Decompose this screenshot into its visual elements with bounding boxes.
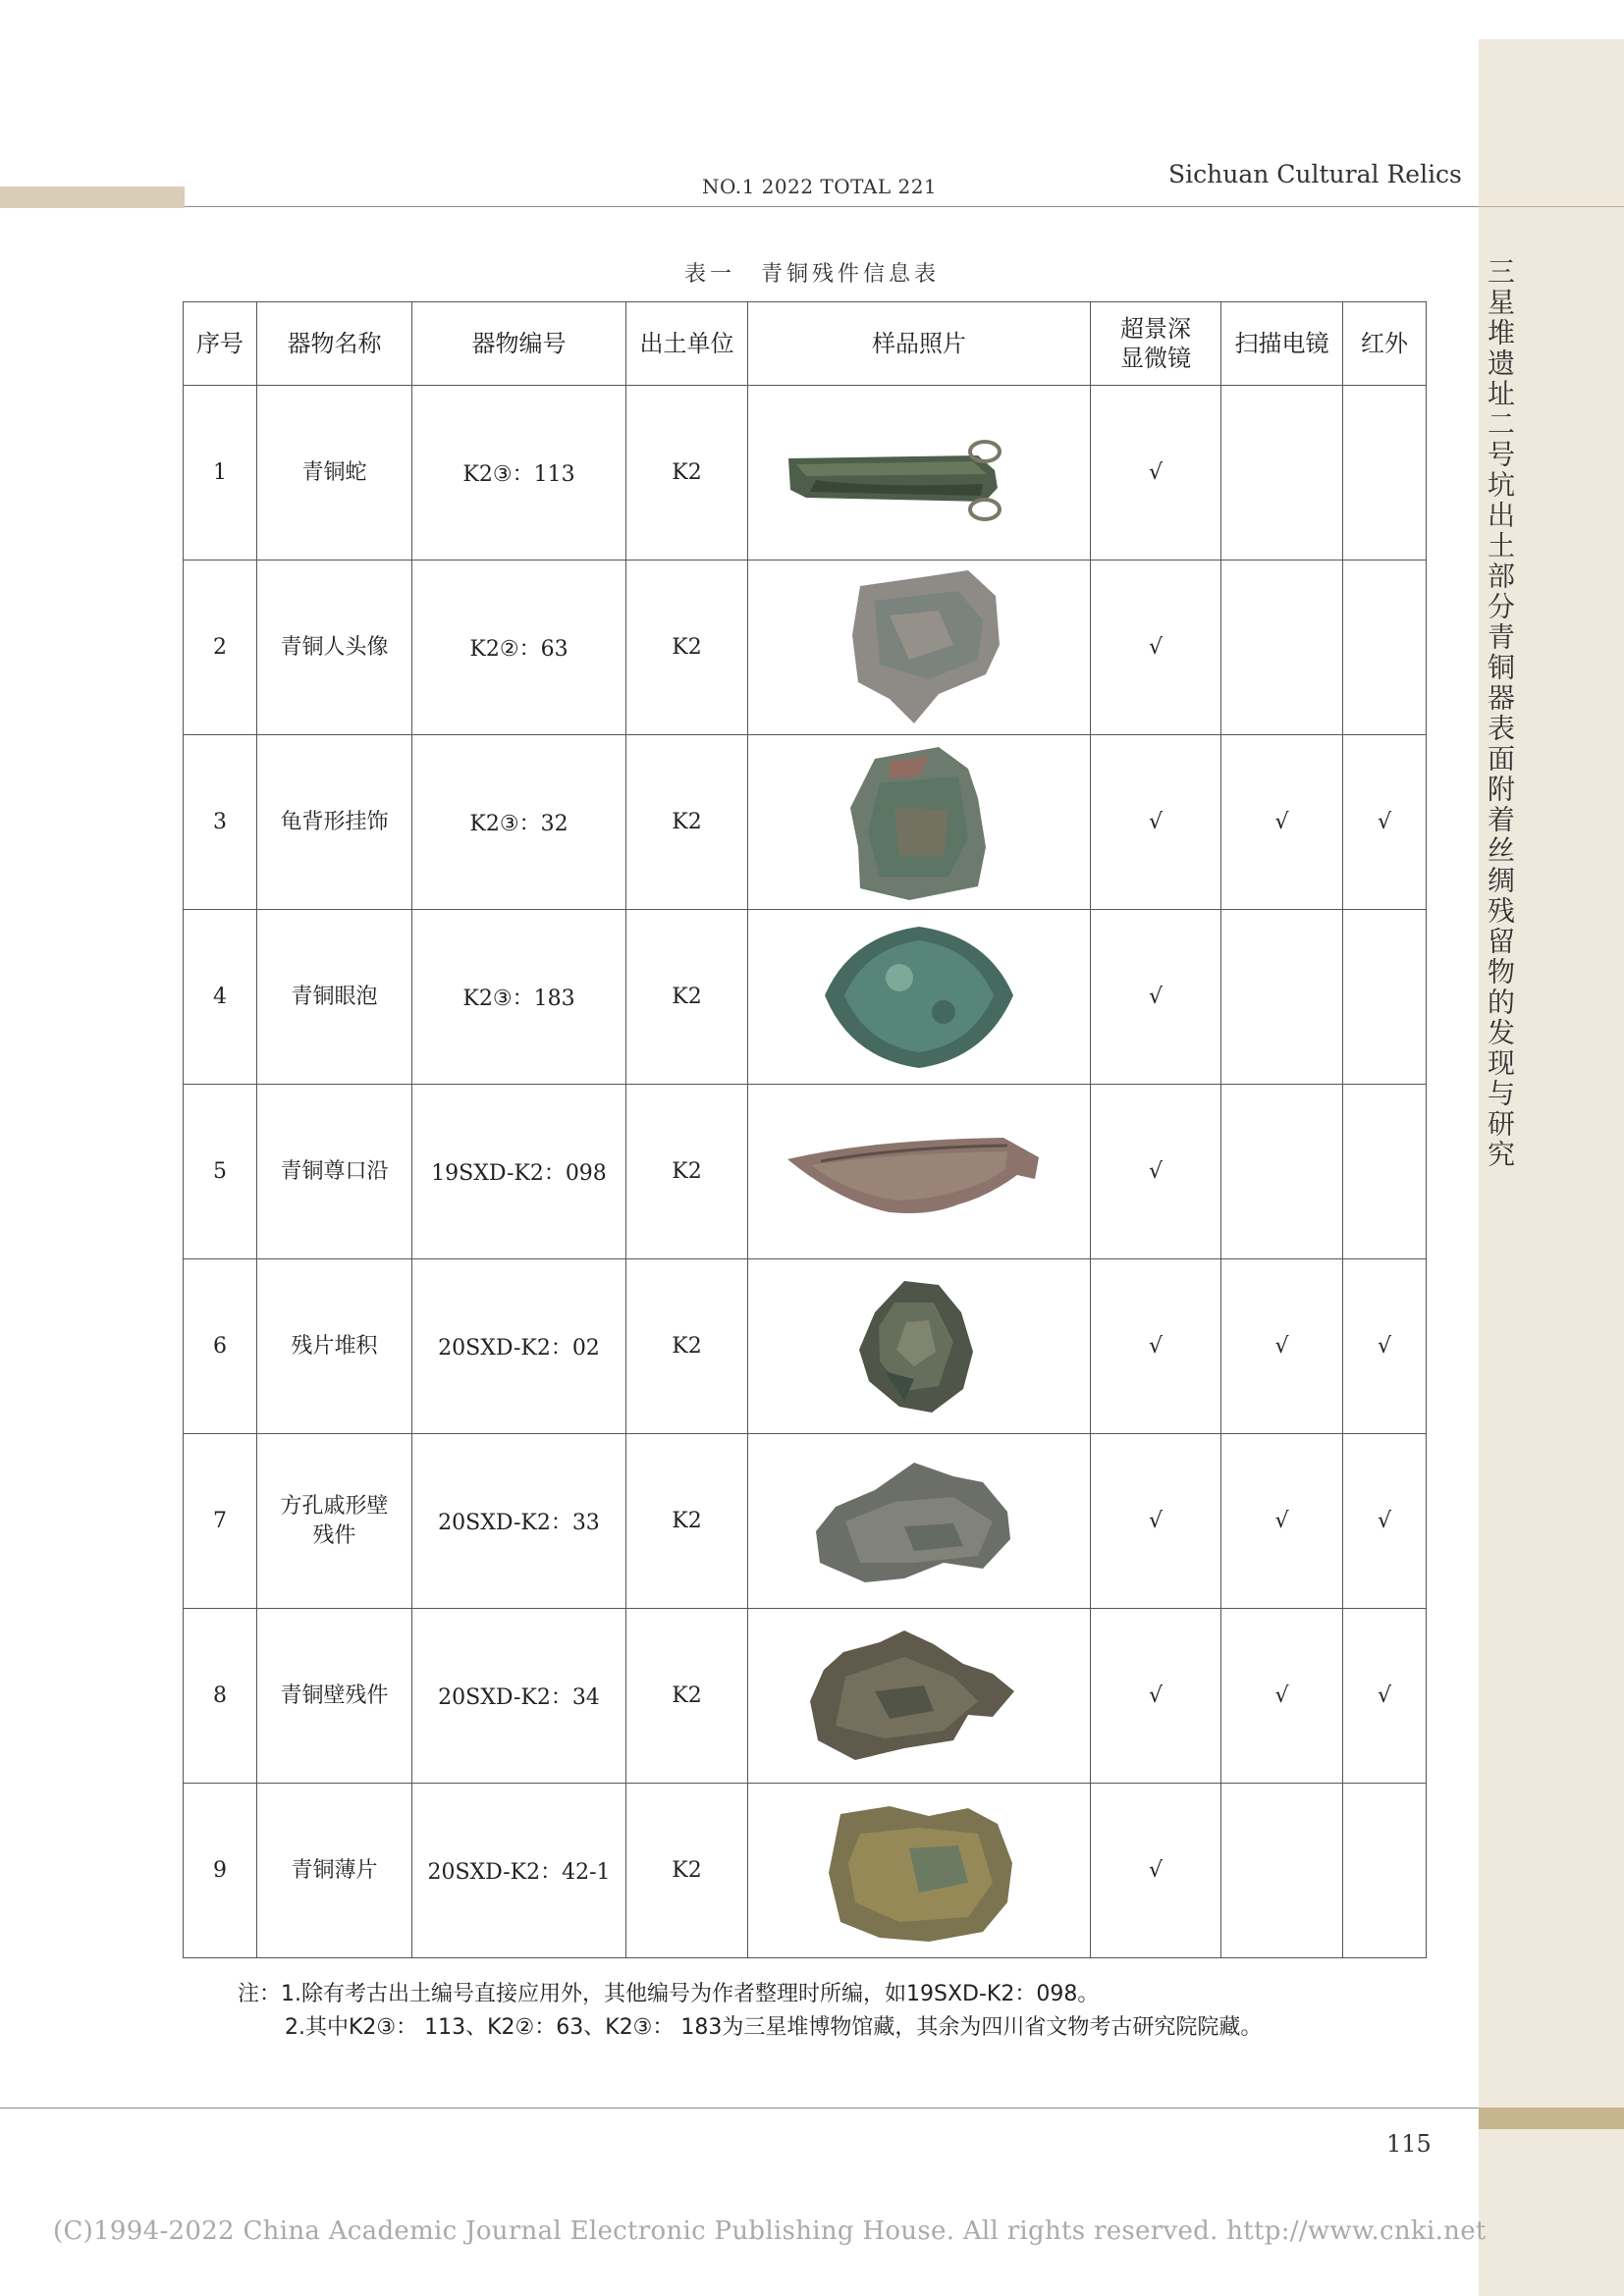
col-header-name: 器物名称 bbox=[257, 302, 412, 386]
row-sem: √ bbox=[1221, 1434, 1343, 1609]
row-ir: √ bbox=[1343, 735, 1427, 910]
row-name: 青铜蛇 bbox=[257, 386, 412, 561]
page-number: 115 bbox=[1386, 2130, 1432, 2158]
row-no: 3 bbox=[184, 735, 257, 910]
col-header-photo: 样品照片 bbox=[748, 302, 1091, 386]
row-unit: K2 bbox=[626, 1085, 748, 1259]
row-name bbox=[257, 1434, 412, 1609]
row-ir bbox=[1343, 1784, 1427, 1958]
row-photo bbox=[748, 1434, 1091, 1609]
row-name: 青铜尊口沿 bbox=[257, 1085, 412, 1259]
row-unit: K2 bbox=[626, 1784, 748, 1958]
row-ir: √ bbox=[1343, 1609, 1427, 1784]
table-row bbox=[184, 910, 1427, 1085]
article-title-vertical: 三星堆遗址二号坑出土部分青铜器表面附着丝绸残留物的发现与研究 bbox=[1484, 257, 1516, 1170]
row-unit: K2 bbox=[626, 1259, 748, 1434]
row-ir bbox=[1343, 386, 1427, 561]
row-unit: K2 bbox=[626, 1609, 748, 1784]
row-name: 青铜人头像 bbox=[257, 561, 412, 735]
row-ultra: √ bbox=[1091, 735, 1221, 910]
table-row bbox=[184, 735, 1427, 910]
col-header-unit: 出土单位 bbox=[626, 302, 748, 386]
copyright-line: (C)1994-2022 China Academic Journal Electronic Publishing House. All rights reserved. http://www.cnki.net bbox=[53, 2216, 1487, 2246]
row-no: 2 bbox=[184, 561, 257, 735]
row-unit: K2 bbox=[626, 1434, 748, 1609]
sample-photo-snake bbox=[777, 419, 1061, 527]
row-no: 6 bbox=[184, 1259, 257, 1434]
sample-photo-fragment-pile bbox=[845, 1273, 993, 1420]
row-sem: √ bbox=[1221, 1609, 1343, 1784]
row-code: K2③：32 bbox=[412, 735, 626, 910]
sample-photo-thin-sheet bbox=[811, 1794, 1027, 1947]
row-sem: √ bbox=[1221, 1259, 1343, 1434]
row-photo bbox=[748, 1085, 1091, 1259]
footer-rule bbox=[0, 2108, 1479, 2109]
table-row bbox=[184, 1784, 1427, 1958]
table-row bbox=[184, 1434, 1427, 1609]
sample-photo-zun-rim bbox=[782, 1118, 1056, 1226]
row-ultra: √ bbox=[1091, 386, 1221, 561]
row-name: 残片堆积 bbox=[257, 1259, 412, 1434]
row-name: 青铜壁残件 bbox=[257, 1609, 412, 1784]
row-photo bbox=[748, 386, 1091, 561]
sample-photo-head bbox=[821, 566, 1017, 728]
col-header-ir: 红外 bbox=[1343, 302, 1427, 386]
table-header-row bbox=[184, 302, 1427, 386]
row-name-text: 方孔戚形壁残件 bbox=[280, 1493, 389, 1548]
row-code: 20SXD-K2：33 bbox=[412, 1434, 626, 1609]
row-code: K2②：63 bbox=[412, 561, 626, 735]
sample-photo-turtle bbox=[821, 739, 1017, 906]
row-ultra: √ bbox=[1091, 561, 1221, 735]
row-photo bbox=[748, 1609, 1091, 1784]
sample-photo-square-hole-bi bbox=[806, 1453, 1032, 1590]
row-sem bbox=[1221, 561, 1343, 735]
row-code: 19SXD-K2：098 bbox=[412, 1085, 626, 1259]
row-code: 20SXD-K2：42-1 bbox=[412, 1784, 626, 1958]
row-ir: √ bbox=[1343, 1434, 1427, 1609]
row-photo bbox=[748, 1784, 1091, 1958]
row-code: 20SXD-K2：02 bbox=[412, 1259, 626, 1434]
row-ultra: √ bbox=[1091, 1434, 1221, 1609]
row-photo bbox=[748, 561, 1091, 735]
sample-photo-bi-fragment bbox=[796, 1623, 1042, 1770]
col-header-code: 器物编号 bbox=[412, 302, 626, 386]
row-ultra: √ bbox=[1091, 910, 1221, 1085]
table-notes bbox=[238, 1978, 1262, 2045]
footer-tab bbox=[1479, 2108, 1624, 2129]
row-ultra: √ bbox=[1091, 1784, 1221, 1958]
header-tab bbox=[0, 187, 185, 208]
row-code: K2③：183 bbox=[412, 910, 626, 1085]
row-sem bbox=[1221, 386, 1343, 561]
row-no: 7 bbox=[184, 1434, 257, 1609]
row-sem bbox=[1221, 1784, 1343, 1958]
row-ultra: √ bbox=[1091, 1259, 1221, 1434]
row-unit: K2 bbox=[626, 386, 748, 561]
row-ir bbox=[1343, 910, 1427, 1085]
issue-info: NO.1 2022 TOTAL 221 bbox=[702, 175, 938, 198]
table-row bbox=[184, 1085, 1427, 1259]
row-no: 9 bbox=[184, 1784, 257, 1958]
row-sem: √ bbox=[1221, 735, 1343, 910]
row-sem bbox=[1221, 910, 1343, 1085]
col-header-ultra-depth-microscope bbox=[1091, 302, 1221, 386]
row-photo bbox=[748, 910, 1091, 1085]
table-row bbox=[184, 1259, 1427, 1434]
row-no: 5 bbox=[184, 1085, 257, 1259]
relics-table bbox=[183, 301, 1427, 1958]
row-ir: √ bbox=[1343, 1259, 1427, 1434]
row-photo bbox=[748, 1259, 1091, 1434]
table-row bbox=[184, 561, 1427, 735]
row-ultra: √ bbox=[1091, 1085, 1221, 1259]
row-ultra: √ bbox=[1091, 1609, 1221, 1784]
note-1: 注：1.除有考古出土编号直接应用外，其他编号为作者整理时所编，如19SXD-K2：098。 bbox=[238, 1982, 1100, 2006]
row-name: 龟背形挂饰 bbox=[257, 735, 412, 910]
col-header-sem: 扫描电镜 bbox=[1221, 302, 1343, 386]
row-unit: K2 bbox=[626, 735, 748, 910]
row-code: 20SXD-K2：34 bbox=[412, 1609, 626, 1784]
row-no: 4 bbox=[184, 910, 257, 1085]
row-photo bbox=[748, 735, 1091, 910]
col-header-no: 序号 bbox=[184, 302, 257, 386]
table-title: 表一 青铜残件信息表 bbox=[683, 262, 940, 287]
row-ir bbox=[1343, 1085, 1427, 1259]
row-ir bbox=[1343, 561, 1427, 735]
row-unit: K2 bbox=[626, 910, 748, 1085]
note-2: 2.其中K2③： 113、K2②：63、K2③： 183为三星堆博物馆藏，其余为四川省文物考古研究院院藏。 bbox=[285, 2015, 1263, 2040]
row-unit: K2 bbox=[626, 561, 748, 735]
table-row bbox=[184, 386, 1427, 561]
col-header-ultra-text: 超景深显微镜 bbox=[1120, 315, 1191, 372]
row-no: 1 bbox=[184, 386, 257, 561]
sample-photo-eye-boss bbox=[811, 919, 1027, 1076]
table-row bbox=[184, 1609, 1427, 1784]
row-name: 青铜眼泡 bbox=[257, 910, 412, 1085]
row-code: K2③：113 bbox=[412, 386, 626, 561]
header-rule bbox=[185, 206, 1479, 207]
row-sem bbox=[1221, 1085, 1343, 1259]
row-name: 青铜薄片 bbox=[257, 1784, 412, 1958]
row-no: 8 bbox=[184, 1609, 257, 1784]
journal-name: Sichuan Cultural Relics bbox=[1168, 160, 1462, 188]
header-rule-right bbox=[1479, 206, 1624, 207]
